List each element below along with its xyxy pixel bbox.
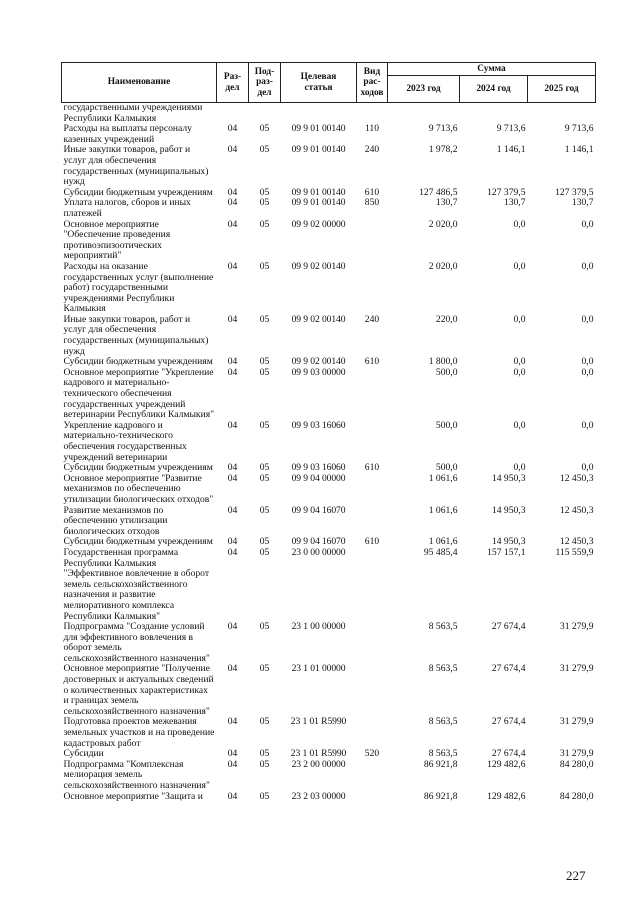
row-name: Основное мероприятие "Получение достоверных и актуальных сведений о количественных характеристиках и границах земель сельскохозяйственного назначения": [63, 663, 214, 717]
row-celevaya: 23 1 01 00000: [291, 663, 346, 675]
row-2025: 130,7: [571, 197, 594, 209]
row-podrazdel: 05: [259, 748, 270, 760]
row-2023: 8 563,5: [428, 663, 458, 675]
table-row: [62, 664, 596, 717]
row-2024: 9 713,6: [496, 123, 526, 135]
header-podrazdel: Под- раз- дел: [249, 63, 281, 103]
row-2025: 0,0: [581, 419, 594, 431]
table-row: [62, 792, 596, 803]
row-2024: 0,0: [513, 313, 526, 325]
row-2025: 0,0: [581, 218, 594, 230]
row-podrazdel: 05: [259, 366, 270, 378]
row-vid: [357, 717, 388, 749]
row-podrazdel: 05: [259, 504, 270, 516]
header-2023: 2023 год: [388, 76, 460, 103]
row-name: Подпрограмма "Создание условий для эффективного вовлечения в оборот земель сельскохозяйственного назначения": [63, 621, 210, 664]
row-celevaya: 23 0 00 00000: [291, 546, 346, 558]
row-vid: [357, 506, 388, 538]
row-celevaya: 23 1 00 00000: [291, 621, 346, 633]
row-celevaya: 09 9 02 00140: [291, 313, 346, 325]
table-row: [62, 760, 596, 792]
row-2023: 86 921,8: [423, 758, 458, 770]
row-2025: 31 279,9: [559, 716, 594, 728]
row-vid: [357, 792, 388, 803]
row-name: Основное мероприятие "Обеспечение проведения противоэпизоотических мероприятий": [63, 218, 171, 262]
row-podrazdel: 05: [259, 790, 270, 802]
table-row: [62, 506, 596, 538]
row-2025: 31 279,9: [559, 663, 594, 675]
row-2025: 9 713,6: [564, 123, 594, 135]
row-podrazdel: 05: [259, 716, 270, 728]
row-celevaya: 23 1 01 R5990: [290, 716, 347, 728]
row-podrazdel: 05: [259, 197, 270, 209]
row-celevaya: 23 2 00 00000: [291, 758, 346, 770]
table-header: [62, 63, 596, 103]
table-row: [62, 548, 596, 622]
row-vid: 610: [364, 462, 380, 474]
row-name: Основное мероприятие "Укрепление кадрового и материально-технического обеспечения государственных учреждений ветеринарии Республики Калмыкия": [63, 366, 215, 421]
row-celevaya: 09 9 04 00000: [291, 472, 346, 484]
row-razdel: 04: [227, 462, 238, 474]
row-podrazdel: 05: [259, 356, 270, 368]
row-2024: 0,0: [513, 419, 526, 431]
row-vid: [357, 262, 388, 315]
row-2023: 95 485,4: [423, 546, 458, 558]
row-2024: 129 482,6: [487, 790, 526, 802]
row-2023: 220,0: [435, 313, 458, 325]
row-razdel: 04: [227, 504, 238, 516]
row-podrazdel: 05: [259, 472, 270, 484]
row-name: Иные закупки товаров, работ и услуг для обеспечения государственных (муниципальных) нужд: [63, 313, 209, 357]
row-2025: 12 450,3: [559, 472, 594, 484]
row-vid: [357, 664, 388, 717]
row-2025: 0,0: [581, 260, 594, 272]
row-celevaya: 09 9 02 00140: [291, 356, 346, 368]
row-2023: 500,0: [435, 419, 458, 431]
row-2025: 0,0: [581, 313, 594, 325]
row-2025: 12 450,3: [559, 504, 594, 516]
row-vid: 610: [364, 186, 380, 198]
row-name: Субсидии бюджетным учреждениям: [63, 536, 213, 548]
header-2024: 2024 год: [460, 76, 528, 103]
table-row: [62, 315, 596, 357]
row-celevaya: 09 9 02 00140: [291, 260, 346, 272]
row-celevaya: 09 9 03 00000: [291, 366, 346, 378]
row-2023: 8 563,5: [428, 621, 458, 633]
row-razdel: 04: [227, 123, 238, 135]
row-2024: 27 674,4: [491, 716, 526, 728]
row-razdel: 04: [227, 663, 238, 675]
row-2023: 9 713,6: [428, 123, 458, 135]
row-2023: [388, 103, 460, 125]
row-name: Субсидии бюджетным учреждениям: [63, 462, 213, 474]
row-name: Государственная программа Республики Калмыкия "Эффективное вовлечение в оборот земель сельскохозяйственного назначения и развитие мелиоративного комплекса Республики Калмыкия": [63, 546, 210, 622]
row-razdel: 04: [227, 313, 238, 325]
row-2023: 8 563,5: [428, 716, 458, 728]
row-celevaya: 23 2 03 00000: [291, 790, 346, 802]
row-2025: 0,0: [581, 356, 594, 368]
row-2023: 1 061,6: [428, 536, 458, 548]
row-podrazdel: 05: [259, 621, 270, 633]
table-row: [62, 145, 596, 187]
page-number: 227: [566, 868, 586, 883]
header-2025: 2025 год: [528, 76, 596, 103]
row-name: Иные закупки товаров, работ и услуг для обеспечения государственных (муниципальных) нужд: [63, 144, 209, 188]
row-podrazdel: 05: [259, 758, 270, 770]
row-razdel: 04: [227, 197, 238, 209]
row-podrazdel: 05: [259, 663, 270, 675]
row-vid: 850: [364, 197, 380, 209]
row-razdel: 04: [227, 356, 238, 368]
row-2024: 27 674,4: [491, 663, 526, 675]
row-vid: [357, 103, 388, 125]
table-row: [62, 262, 596, 315]
row-2024: 27 674,4: [491, 748, 526, 760]
row-podrazdel: [249, 103, 281, 125]
row-vid: 610: [364, 536, 380, 548]
row-2025: 0,0: [581, 366, 594, 378]
row-vid: [357, 622, 388, 664]
row-celevaya: 09 9 04 16070: [291, 504, 346, 516]
row-podrazdel: 05: [259, 419, 270, 431]
row-celevaya: 09 9 01 00140: [291, 197, 346, 209]
row-podrazdel: 05: [259, 218, 270, 230]
row-2025: 1 146,1: [564, 144, 594, 156]
row-2025: 84 280,0: [559, 758, 594, 770]
table-row: [62, 368, 596, 421]
row-2024: 0,0: [513, 218, 526, 230]
row-razdel: 04: [227, 748, 238, 760]
table-row: [62, 198, 596, 219]
row-razdel: 04: [227, 260, 238, 272]
row-podrazdel: 05: [259, 260, 270, 272]
row-2023: 1 800,0: [428, 356, 458, 368]
row-2024: 129 482,6: [487, 758, 526, 770]
row-podrazdel: 05: [259, 123, 270, 135]
row-2024: [460, 103, 528, 125]
row-razdel: 04: [227, 144, 238, 156]
row-2025: 31 279,9: [559, 748, 594, 760]
table-body: [62, 103, 596, 803]
row-razdel: 04: [227, 218, 238, 230]
row-podrazdel: 05: [259, 186, 270, 198]
row-name: Субсидии бюджетным учреждениям: [63, 186, 213, 198]
row-celevaya: 09 9 01 00140: [291, 144, 346, 156]
row-name: Укрепление кадрового и материально-технического обеспечения государственных учреждений ветеринарии: [63, 419, 187, 463]
row-2024: 0,0: [513, 366, 526, 378]
row-2023: 1 061,6: [428, 504, 458, 516]
row-2024: 14 950,3: [491, 504, 526, 516]
row-podrazdel: 05: [259, 536, 270, 548]
table-row: [62, 421, 596, 463]
row-razdel: 04: [227, 758, 238, 770]
row-razdel: [217, 103, 249, 125]
row-celevaya: 09 9 02 00000: [291, 218, 346, 230]
row-2023: 500,0: [435, 366, 458, 378]
header-name: Наименование: [62, 63, 217, 103]
row-2023: 2 020,0: [428, 260, 458, 272]
row-celevaya: 09 9 01 00140: [291, 186, 346, 198]
row-2024: 1 146,1: [496, 144, 526, 156]
table-row: [62, 220, 596, 262]
row-name: Подготовка проектов межевания земельных участков и на проведение кадастровых работ: [63, 716, 215, 749]
row-2023: 1 061,6: [428, 472, 458, 484]
row-2024: 157 157,1: [487, 546, 526, 558]
row-celevaya: 09 9 04 16070: [291, 536, 346, 548]
row-razdel: 04: [227, 536, 238, 548]
row-celevaya: 09 9 03 16060: [291, 462, 346, 474]
header-razdel: Раз- дел: [217, 63, 249, 103]
row-2025: 84 280,0: [559, 790, 594, 802]
row-vid: [357, 474, 388, 506]
row-2025: 12 450,3: [559, 536, 594, 548]
row-2023: 2 020,0: [428, 218, 458, 230]
row-celevaya: 09 9 01 00140: [291, 123, 346, 135]
row-vid: 240: [364, 313, 380, 325]
row-2025: [528, 103, 596, 125]
row-2023: 127 486,5: [419, 186, 458, 198]
row-vid: [357, 760, 388, 792]
row-podrazdel: 05: [259, 144, 270, 156]
table-row: [62, 474, 596, 506]
row-2025: 0,0: [581, 462, 594, 474]
row-vid: 610: [364, 356, 380, 368]
row-vid: [357, 548, 388, 622]
row-2023: 130,7: [435, 197, 458, 209]
row-2025: 31 279,9: [559, 621, 594, 633]
row-name: Расходы на выплаты персоналу казенных учреждений: [63, 123, 192, 145]
row-2024: 127 379,5: [487, 186, 526, 198]
table-row: [62, 103, 596, 125]
table-row: [62, 124, 596, 145]
row-name: Основное мероприятие "Защита и: [63, 790, 203, 802]
row-vid: 520: [364, 748, 380, 760]
row-podrazdel: 05: [259, 462, 270, 474]
row-name: Уплата налогов, сборов и иных платежей: [63, 197, 191, 219]
header-summa: Сумма: [388, 63, 596, 76]
row-razdel: 04: [227, 790, 238, 802]
table-row: [62, 622, 596, 664]
row-celevaya: [281, 103, 357, 125]
row-celevaya: 23 1 01 R5990: [290, 748, 347, 760]
row-name: государственными учреждениями Республики Калмыкия: [63, 102, 203, 124]
row-celevaya: 09 9 03 16060: [291, 419, 346, 431]
row-razdel: 04: [227, 472, 238, 484]
row-vid: [357, 421, 388, 463]
row-2023: 8 563,5: [428, 748, 458, 760]
table-row: [62, 717, 596, 749]
row-razdel: 04: [227, 419, 238, 431]
row-2024: 14 950,3: [491, 536, 526, 548]
row-razdel: 04: [227, 621, 238, 633]
row-razdel: 04: [227, 366, 238, 378]
row-razdel: 04: [227, 186, 238, 198]
row-2023: 500,0: [435, 462, 458, 474]
row-vid: [357, 220, 388, 262]
row-name: Основное мероприятие "Развитие механизмов по обеспечению утилизации биологических отходов": [63, 472, 214, 505]
row-vid: [357, 368, 388, 421]
row-2024: 0,0: [513, 260, 526, 272]
header-vid: Вид рас- ходов: [357, 63, 388, 103]
row-podrazdel: 05: [259, 546, 270, 558]
row-2023: 86 921,8: [423, 790, 458, 802]
row-name: Субсидии бюджетным учреждениям: [63, 356, 213, 368]
row-2024: 14 950,3: [491, 472, 526, 484]
header-celevaya: Целевая статья: [281, 63, 357, 103]
row-razdel: 04: [227, 716, 238, 728]
row-name: Расходы на оказание государственных услуг (выполнение работ) государственными учреждениями Республики Калмыкия: [63, 260, 214, 315]
row-2024: 130,7: [503, 197, 526, 209]
row-2023: 1 978,2: [428, 144, 458, 156]
row-name: Субсидии: [63, 748, 104, 760]
row-vid: 110: [364, 123, 380, 135]
row-name: Подпрограмма "Комплексная мелиорация земель сельскохозяйственного назначения": [63, 758, 210, 791]
row-2024: 0,0: [513, 356, 526, 368]
row-2025: 115 559,9: [555, 546, 594, 558]
row-razdel: 04: [227, 546, 238, 558]
row-vid: 240: [364, 144, 380, 156]
row-name: Развитие механизмов по обеспечению утилизации биологических отходов: [63, 504, 168, 537]
row-2025: 127 379,5: [555, 186, 594, 198]
budget-table: [61, 62, 596, 802]
row-2024: 0,0: [513, 462, 526, 474]
row-podrazdel: 05: [259, 313, 270, 325]
row-2024: 27 674,4: [491, 621, 526, 633]
